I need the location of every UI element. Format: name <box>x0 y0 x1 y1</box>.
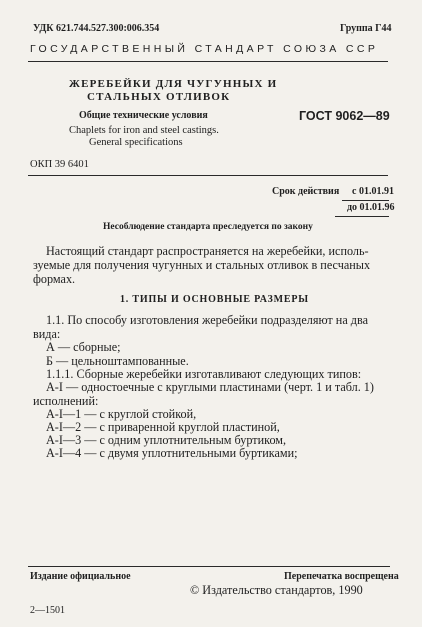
body-line: А-I—3 — с одним уплотнительным буртиком, <box>46 433 287 447</box>
body-line: 1.1. По способу изготовления жеребейки подразделяют на два <box>46 313 368 327</box>
body-line: исполнений: <box>33 394 99 408</box>
legal-warning: Несоблюдение стандарта преследуется по закону <box>103 222 313 232</box>
validity-label: Срок действия <box>272 186 340 197</box>
official-edition: Издание официальное <box>30 571 131 582</box>
okp-code: ОКП 39 6401 <box>30 159 89 170</box>
validity-from: с 01.01.91 <box>352 186 394 197</box>
title-en-line1: Chaplets for iron and steel castings. <box>69 125 219 136</box>
header-rule <box>28 61 388 62</box>
title-en-line2: General specifications <box>89 137 183 148</box>
title-ru-line1: ЖЕРЕБЕЙКИ ДЛЯ ЧУГУННЫХ И <box>69 78 278 90</box>
intro-line-1: Настоящий стандарт распространяется на жеребейки, исполь- <box>46 244 369 258</box>
body-line: Б — цельноштампованные. <box>46 354 189 368</box>
copyright: © Издательство стандартов, 1990 <box>190 583 363 597</box>
title-rule <box>28 175 388 176</box>
body-line: А-I—1 — с круглой стойкой, <box>46 407 197 421</box>
validity-to: до 01.01.96 <box>347 202 395 213</box>
group-code: Группа Г44 <box>340 23 392 34</box>
validity-rule <box>335 216 389 217</box>
udk-code: УДК 621.744.527.300:006.354 <box>33 23 160 34</box>
title-ru-subtitle: Общие технические условия <box>79 110 208 121</box>
section-title: 1. ТИПЫ И ОСНОВНЫЕ РАЗМЕРЫ <box>120 294 309 305</box>
reprint-prohibited: Перепечатка воспрещена <box>284 571 399 582</box>
title-ru-line2: СТАЛЬНЫХ ОТЛИВОК <box>87 91 231 103</box>
validity-divider <box>342 200 389 201</box>
body-line: А-I — одностоечные с круглыми пластинами (черт. 1 и табл. 1) <box>46 380 374 394</box>
intro-line-2: зуемые для получения чугунных и стальных отливок в песчаных <box>33 258 371 272</box>
footer-rule <box>28 566 390 567</box>
body-line: А-I—2 — с приваренной круглой пластиной, <box>46 420 280 434</box>
gost-number: ГОСТ 9062—89 <box>299 109 390 123</box>
body-line: А — сборные; <box>46 340 121 354</box>
body-line: 1.1.1. Сборные жеребейки изготавливают следующих типов: <box>46 367 362 381</box>
body-line: А-I—4 — с двумя уплотнительными буртиками; <box>46 446 298 460</box>
intro-line-3: формах. <box>33 272 76 286</box>
state-standard-heading: ГОСУДАРСТВЕННЫЙ СТАНДАРТ СОЮЗА ССР <box>30 43 379 55</box>
print-code: 2—1501 <box>30 605 65 616</box>
body-line: вида: <box>33 327 61 341</box>
